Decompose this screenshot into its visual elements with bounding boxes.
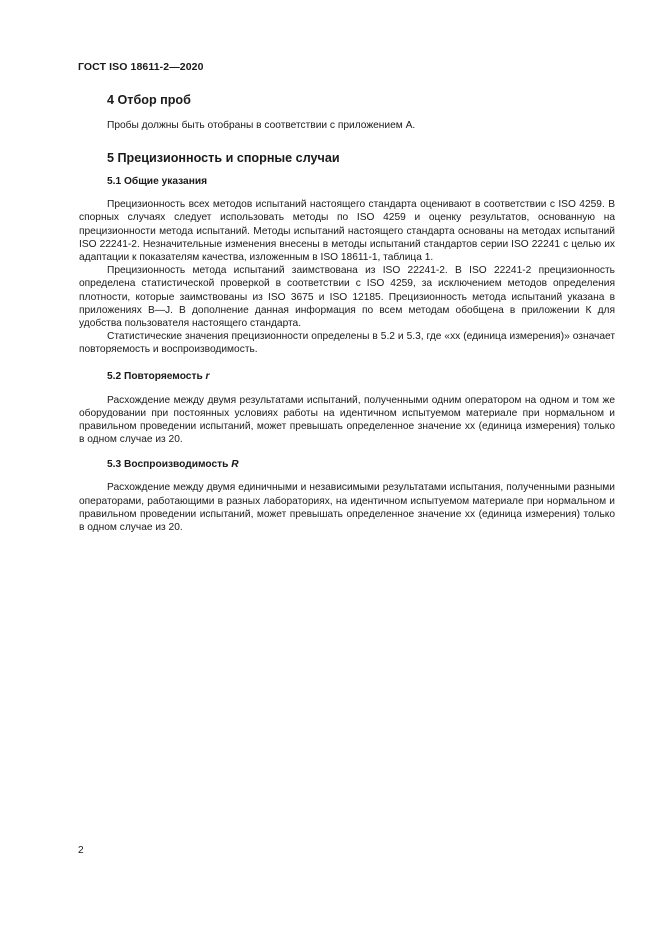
- section-5-title: 5 Прецизионность и спорные случаи: [107, 151, 340, 166]
- subsection-5-2-title: [79, 370, 615, 384]
- subsection-5-1-title: 5.1 Общие указания: [107, 176, 208, 188]
- subsection-5-3-text: Расхождение между двумя единичными и независимыми результатами испытания, полученными разными операторами, работающими в разных лабораториях, на идентичном испытуемом материале при нормальном и правильном проведении испытаний, может превышать определенное значение хх (единица измерения) только в одном случае из 20.: [79, 482, 615, 534]
- paragraph-5-1-2: Прецизионность метода испытаний заимствована из ISO 22241-2. В ISO 22241-2 прецизионность определена статистической проверкой в соответствии с ISO 4259, за исключением методов определения плотности, которые заимствованы из ISO 3675 и ISO 12185. Прецизионность метода испытаний указана в приложениях В—J. В дополнение данная информация по всем методам обобщена в приложении К для удобства пользователя настоящего стандарта.: [79, 265, 615, 330]
- page-number: 2: [78, 845, 84, 856]
- subsection-5-2-title-text: 5.2 Повторяемость: [107, 370, 206, 382]
- page-content: [79, 92, 615, 534]
- subsection-5-2-text: Расхождение между двумя результатами испытаний, полученными одним оператором на одном и том же оборудовании при постоянных условиях работы на идентичном испытуемом материале при нормальном и правильном проведении испытаний, может превышать определенное значение хх (единица измерения) только в одном случае из 20.: [79, 394, 615, 446]
- section-4-title: 4 Отбор проб: [107, 93, 191, 107]
- paragraph-5-1-3: Статистические значения прецизионности определены в 5.2 и 5.3, где «хх (единица измерения)» означает повторяемость и воспроизводимость.: [79, 331, 615, 356]
- paragraph-5-1-1: Прецизионность всех методов испытаний настоящего стандарта оценивают в соответствии с ISO 4259. В спорных случаях следует использовать методы по ISO 4259 и оценку результатов, основанную на прецизионности метода испытаний. Методы испытаний настоящего стандарта основаны на методах испытаний ISO 22241-2. Незначительные изменения внесены в методы испытаний стандартов серии ISO 22241 с целью их адаптации к показателям качества, изложенным в ISO 18611-1, таблица 1.: [79, 199, 615, 264]
- section-4-text: Пробы должны быть отобраны в соответствии с приложением А.: [107, 120, 416, 131]
- subsection-5-3-title: [79, 458, 615, 472]
- repeatability-symbol: r: [205, 370, 210, 382]
- reproducibility-symbol: R: [231, 459, 239, 471]
- subsection-5-1-body: [79, 198, 615, 356]
- subsection-5-3-title-text: 5.3 Воспроизводимость: [107, 459, 232, 471]
- standard-header: ГОСТ ISO 18611-2—2020: [78, 61, 204, 73]
